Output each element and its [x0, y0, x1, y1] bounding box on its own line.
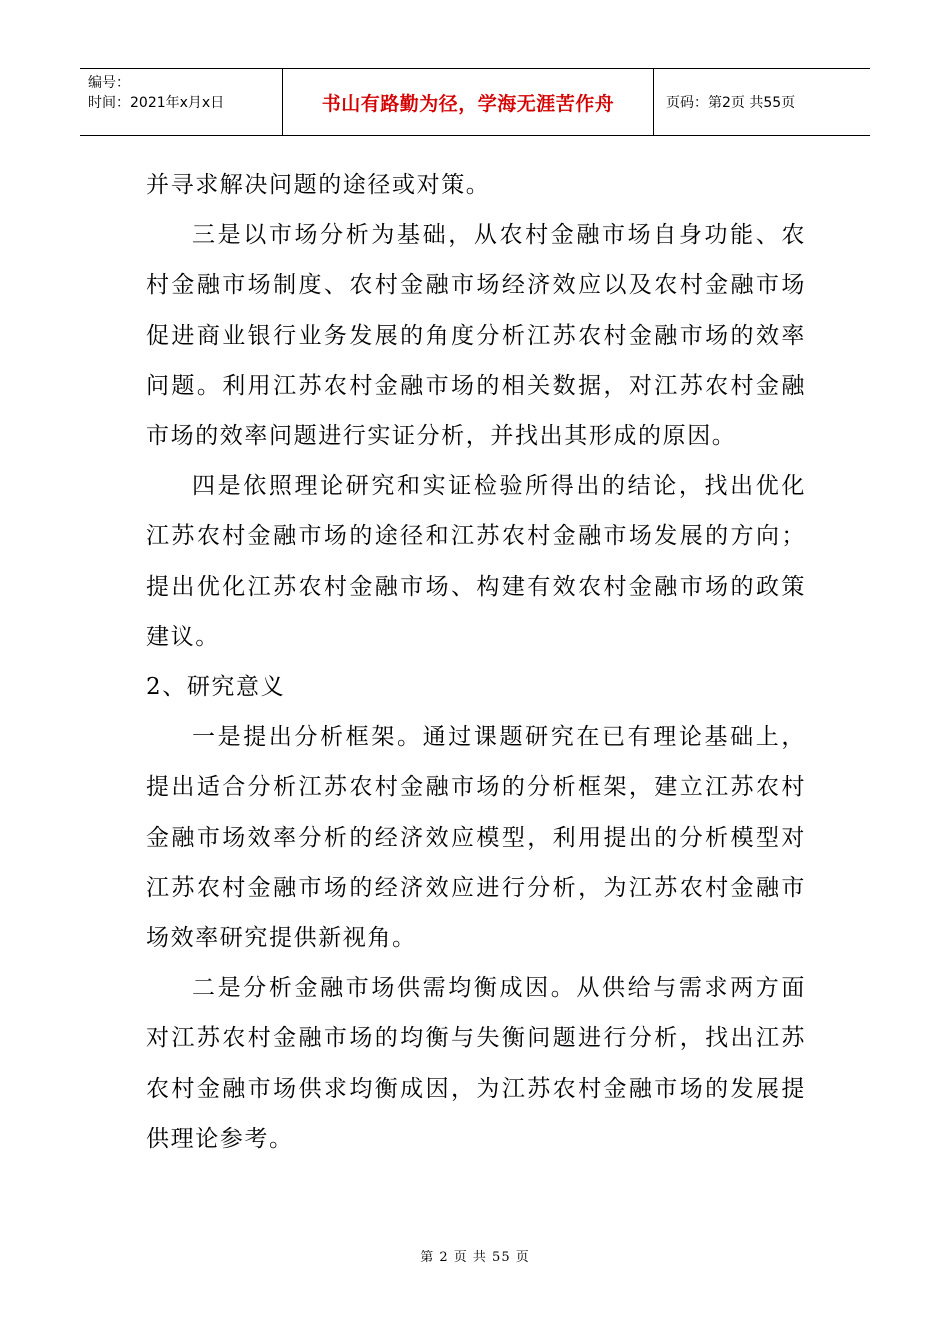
- paragraph-significance-one: 一是提出分析框架。通过课题研究在已有理论基础上，提出适合分析江苏农村金融市场的分析框架，建立江苏农村金融市场效率分析的经济效应模型，利用提出的分析模型对江苏农村金融市场的经济效应进行分析，为江苏农村金融市场效率研究提供新视角。: [146, 724, 806, 952]
- paragraph-continuation: 并寻求解决问题的途径或对策。: [146, 172, 491, 198]
- section-heading: 2、研究意义: [146, 674, 286, 701]
- header-motto: 书山有路勤为径，学海无涯苦作舟: [283, 69, 654, 135]
- page-footer: 第 2 页 共 55 页: [420, 1250, 530, 1265]
- page-header: [80, 68, 870, 136]
- header-page-info: 页码：第2页 共55页: [666, 95, 796, 111]
- paragraph-significance-two: 二是分析金融市场供需均衡成因。从供给与需求两方面对江苏农村金融市场的均衡与失衡问题进行分析，找出江苏农村金融市场供求均衡成因，为江苏农村金融市场的发展提供理论参考。: [146, 975, 806, 1152]
- paragraph-point-four: 四是依照理论研究和实证检验所得出的结论，找出优化江苏农村金融市场的途径和江苏农村金融市场发展的方向；提出优化江苏农村金融市场、构建有效农村金融市场的政策建议。: [146, 473, 806, 650]
- document-number: 编号：: [88, 75, 130, 91]
- document-body: [146, 160, 806, 1164]
- document-time: 时间：2021年x月x日: [88, 95, 225, 111]
- header-meta: [80, 69, 283, 135]
- paragraph-point-three: 三是以市场分析为基础，从农村金融市场自身功能、农村金融市场制度、农村金融市场经济效应以及农村金融市场促进商业银行业务发展的角度分析江苏农村金融市场的效率问题。利用江苏农村金融市场的相关数据，对江苏农村金融市场的效率问题进行实证分析，并找出其形成的原因。: [146, 222, 806, 450]
